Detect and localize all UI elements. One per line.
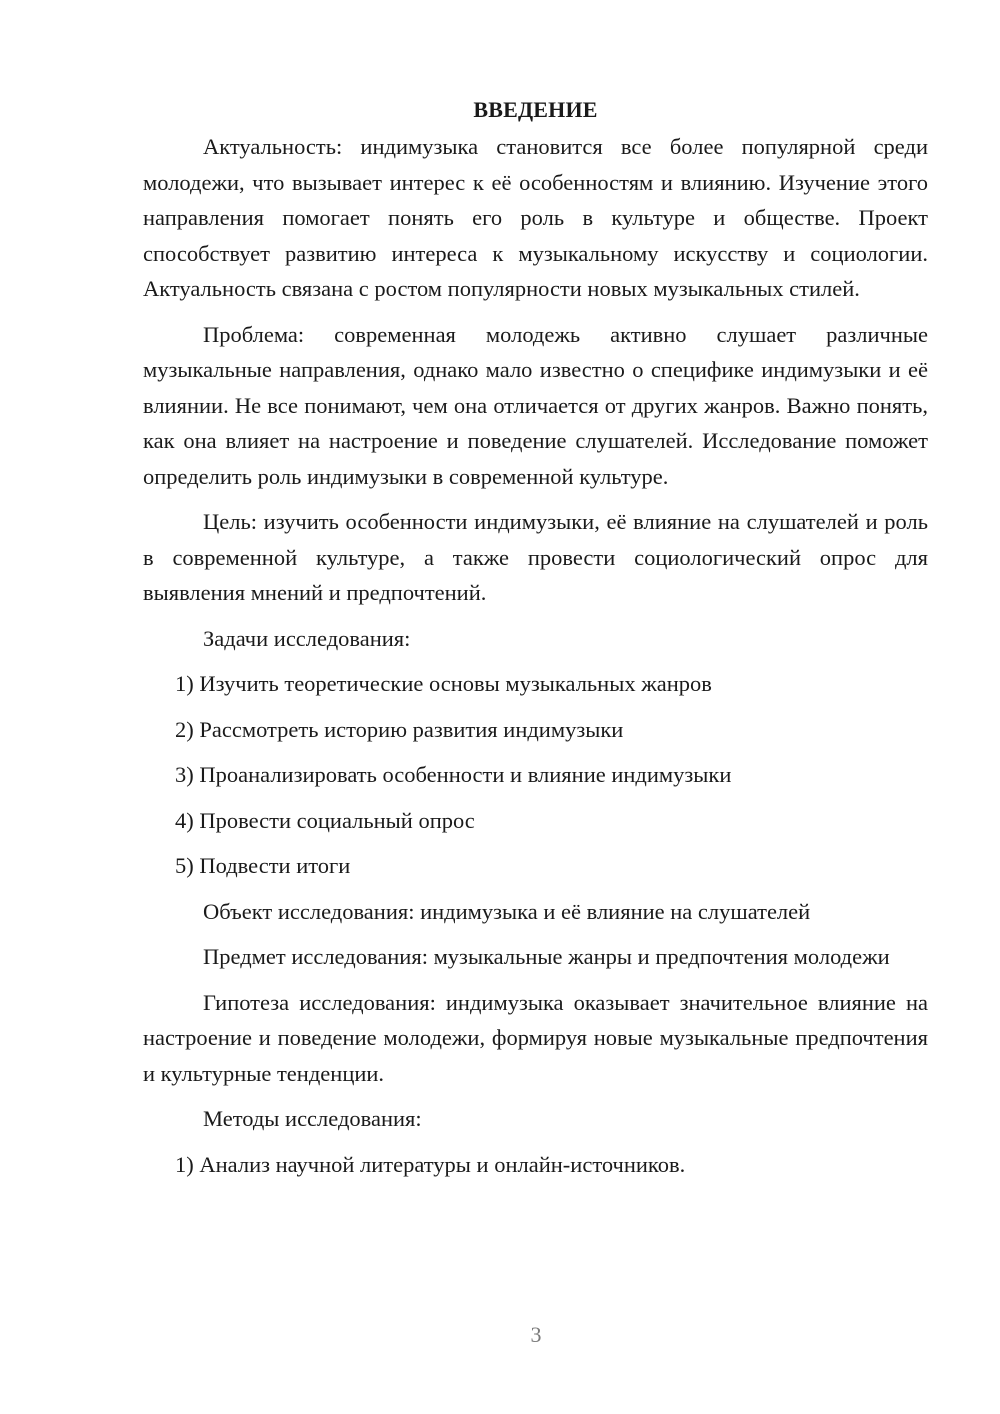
list-item: 2) Рассмотреть историю развития индимузыки — [175, 716, 624, 742]
list-item: 1) Анализ научной литературы и онлайн-источников. — [175, 1151, 686, 1177]
page-number: 3 — [530, 1322, 542, 1347]
methods-list — [143, 1147, 928, 1183]
methods-title: Методы исследования: — [203, 1106, 422, 1131]
list-item: 1) Изучить теоретические основы музыкальных жанров — [175, 671, 712, 696]
list-item: 4) Провести социальный опрос — [175, 807, 475, 833]
document-page — [143, 95, 928, 1192]
hypothesis-paragraph: Гипотеза исследования: индимузыка оказывает значительное влияние на настроение и поведение молодежи, формируя новые музыкальные предпочтения и культурные тенденции. — [143, 989, 928, 1086]
section-heading: ВВЕДЕНИЕ — [473, 97, 598, 122]
problem-paragraph: Проблема: современная молодежь активно слушает различные музыкальные направления, однако мало известно о специфике индимузыки и её влиянии. Не все понимают, чем она отличается от других жанров. Важно понять, как она влияет на настроение и поведение слушателей. Исследование поможет определить роль индимузыки в современной культуре. — [143, 321, 928, 489]
tasks-title: Задачи исследования: — [203, 625, 411, 651]
object-paragraph: Объект исследования: индимузыка и её влияние на слушателей — [203, 898, 811, 924]
list-item: 5) Подвести итоги — [175, 853, 351, 878]
goal-paragraph: Цель: изучить особенности индимузыки, её влияние на слушателей и роль в современной культуре, а также провести социологический опрос для выявления мнений и предпочтений. — [143, 509, 928, 605]
tasks-list — [143, 666, 928, 884]
subject-paragraph: Предмет исследования: музыкальные жанры и предпочтения молодежи — [203, 944, 890, 969]
list-item: 3) Проанализировать особенности и влияние индимузыки — [175, 762, 732, 787]
relevance-paragraph: Актуальность: индимузыка становится все более популярной среди молодежи, что вызывает интерес к её особенностям и влиянию. Изучение этого направления помогает понять его роль в культуре и обществе. Проект способствует развитию интереса к музыкальному искусству и социологии. Актуальность связана с ростом популярности новых музыкальных стилей. — [143, 134, 928, 301]
